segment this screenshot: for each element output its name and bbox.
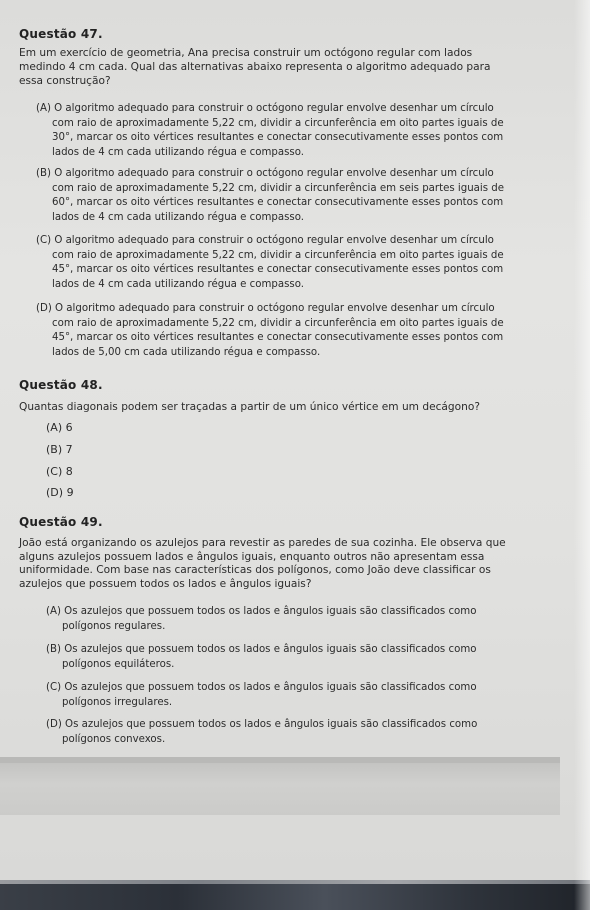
question-48-option-d[interactable] — [46, 486, 74, 499]
question-49-option-c[interactable] — [46, 681, 512, 710]
option-label: (B) — [46, 443, 63, 456]
option-label: (A) — [46, 421, 63, 434]
question-48-text: Quantas diagonais podem ser traçadas a partir de um único vértice em um decágono? — [19, 401, 480, 413]
question-49-option-b[interactable] — [46, 643, 512, 672]
question-47-title: Questão 47. — [19, 27, 103, 41]
question-47-option-c[interactable] — [36, 234, 508, 292]
question-49-option-a[interactable] — [46, 605, 512, 634]
option-text: Os azulejos que possuem todos os lados e ângulos iguais são classificados como polígonos equiláteros. — [62, 644, 477, 670]
option-label: (C) — [36, 235, 52, 246]
option-text: O algoritmo adequado para construir o octógono regular envolve desenhar um círculo com raio de aproximadamente 5,22 cm, dividir a circunferência em oito partes iguais de 30°, marcar os oito vértices resultantes e conectar consecutivamente esses pontos com lados de 4 cm cada utilizando régua e compasso. — [52, 103, 504, 158]
option-text: 9 — [66, 486, 74, 499]
option-label: (A) — [46, 606, 61, 617]
option-text: O algoritmo adequado para construir o octógono regular envolve desenhar um círculo com raio de aproximadamente 5,22 cm, dividir a circunferência em seis partes iguais de 60°, marcar os oito vértices resultantes e conectar consecutivamente esses pontos com lados de 4 cm cada utilizando régua e compasso. — [52, 168, 505, 223]
option-text: O algoritmo adequado para construir o octógono regular envolve desenhar um círculo com raio de aproximadamente 5,22 cm, dividir a circunferência em oito partes iguais de 45°, marcar os oito vértices resultantes e conectar consecutivamente esses pontos com lados de 5,00 cm cada utilizando régua e compasso. — [52, 303, 504, 358]
question-49-text: João está organizando os azulejos para revestir as paredes de sua cozinha. Ele observa que alguns azulejos possuem lados e ângulos iguais, enquanto outros não apresentam essa uniformidade. Com base nas características dos polígonos, como João deve classificar os azulejos que possuem todos os lados e ângulos iguais? — [19, 537, 506, 590]
question-48-option-a[interactable] — [46, 421, 73, 434]
option-label: (D) — [36, 303, 52, 314]
option-label: (B) — [46, 644, 61, 655]
question-47-text: Em um exercício de geometria, Ana precisa construir um octógono regular com lados medindo 4 cm cada. Qual das alternativas abaixo representa o algoritmo adequado para essa construção? — [19, 47, 491, 87]
option-label: (D) — [46, 719, 62, 730]
option-label: (C) — [46, 682, 62, 693]
option-text: 6 — [65, 421, 73, 434]
question-49-option-d[interactable] — [46, 718, 512, 747]
question-47-option-d[interactable] — [36, 302, 508, 360]
paper-edge-glare — [574, 0, 590, 910]
question-47-option-a[interactable] — [36, 102, 508, 160]
question-48-option-b[interactable] — [46, 443, 73, 456]
option-text: Os azulejos que possuem todos os lados e ângulos iguais são classificados como polígonos convexos. — [62, 719, 478, 745]
question-49-title: Questão 49. — [19, 515, 103, 529]
option-text: Os azulejos que possuem todos os lados e ângulos iguais são classificados como polígonos irregulares. — [62, 682, 477, 708]
question-47-option-b[interactable] — [36, 167, 508, 225]
option-label: (C) — [46, 465, 63, 478]
desk-edge — [0, 884, 590, 910]
option-text: O algoritmo adequado para construir o octógono regular envolve desenhar um círculo com raio de aproximadamente 5,22 cm, dividir a circunferência em oito partes iguais de 45°, marcar os oito vértices resultantes e conectar consecutivamente esses pontos com lados de 4 cm cada utilizando régua e compasso. — [52, 235, 504, 290]
question-48-option-c[interactable] — [46, 465, 73, 478]
option-text: 8 — [65, 465, 73, 478]
option-label: (D) — [46, 486, 64, 499]
paper-fold-shadow — [0, 757, 560, 815]
option-text: Os azulejos que possuem todos os lados e ângulos iguais são classificados como polígonos regulares. — [62, 606, 477, 632]
option-label: (B) — [36, 168, 51, 179]
option-label: (A) — [36, 103, 51, 114]
option-text: 7 — [65, 443, 73, 456]
question-48-title: Questão 48. — [19, 378, 103, 392]
